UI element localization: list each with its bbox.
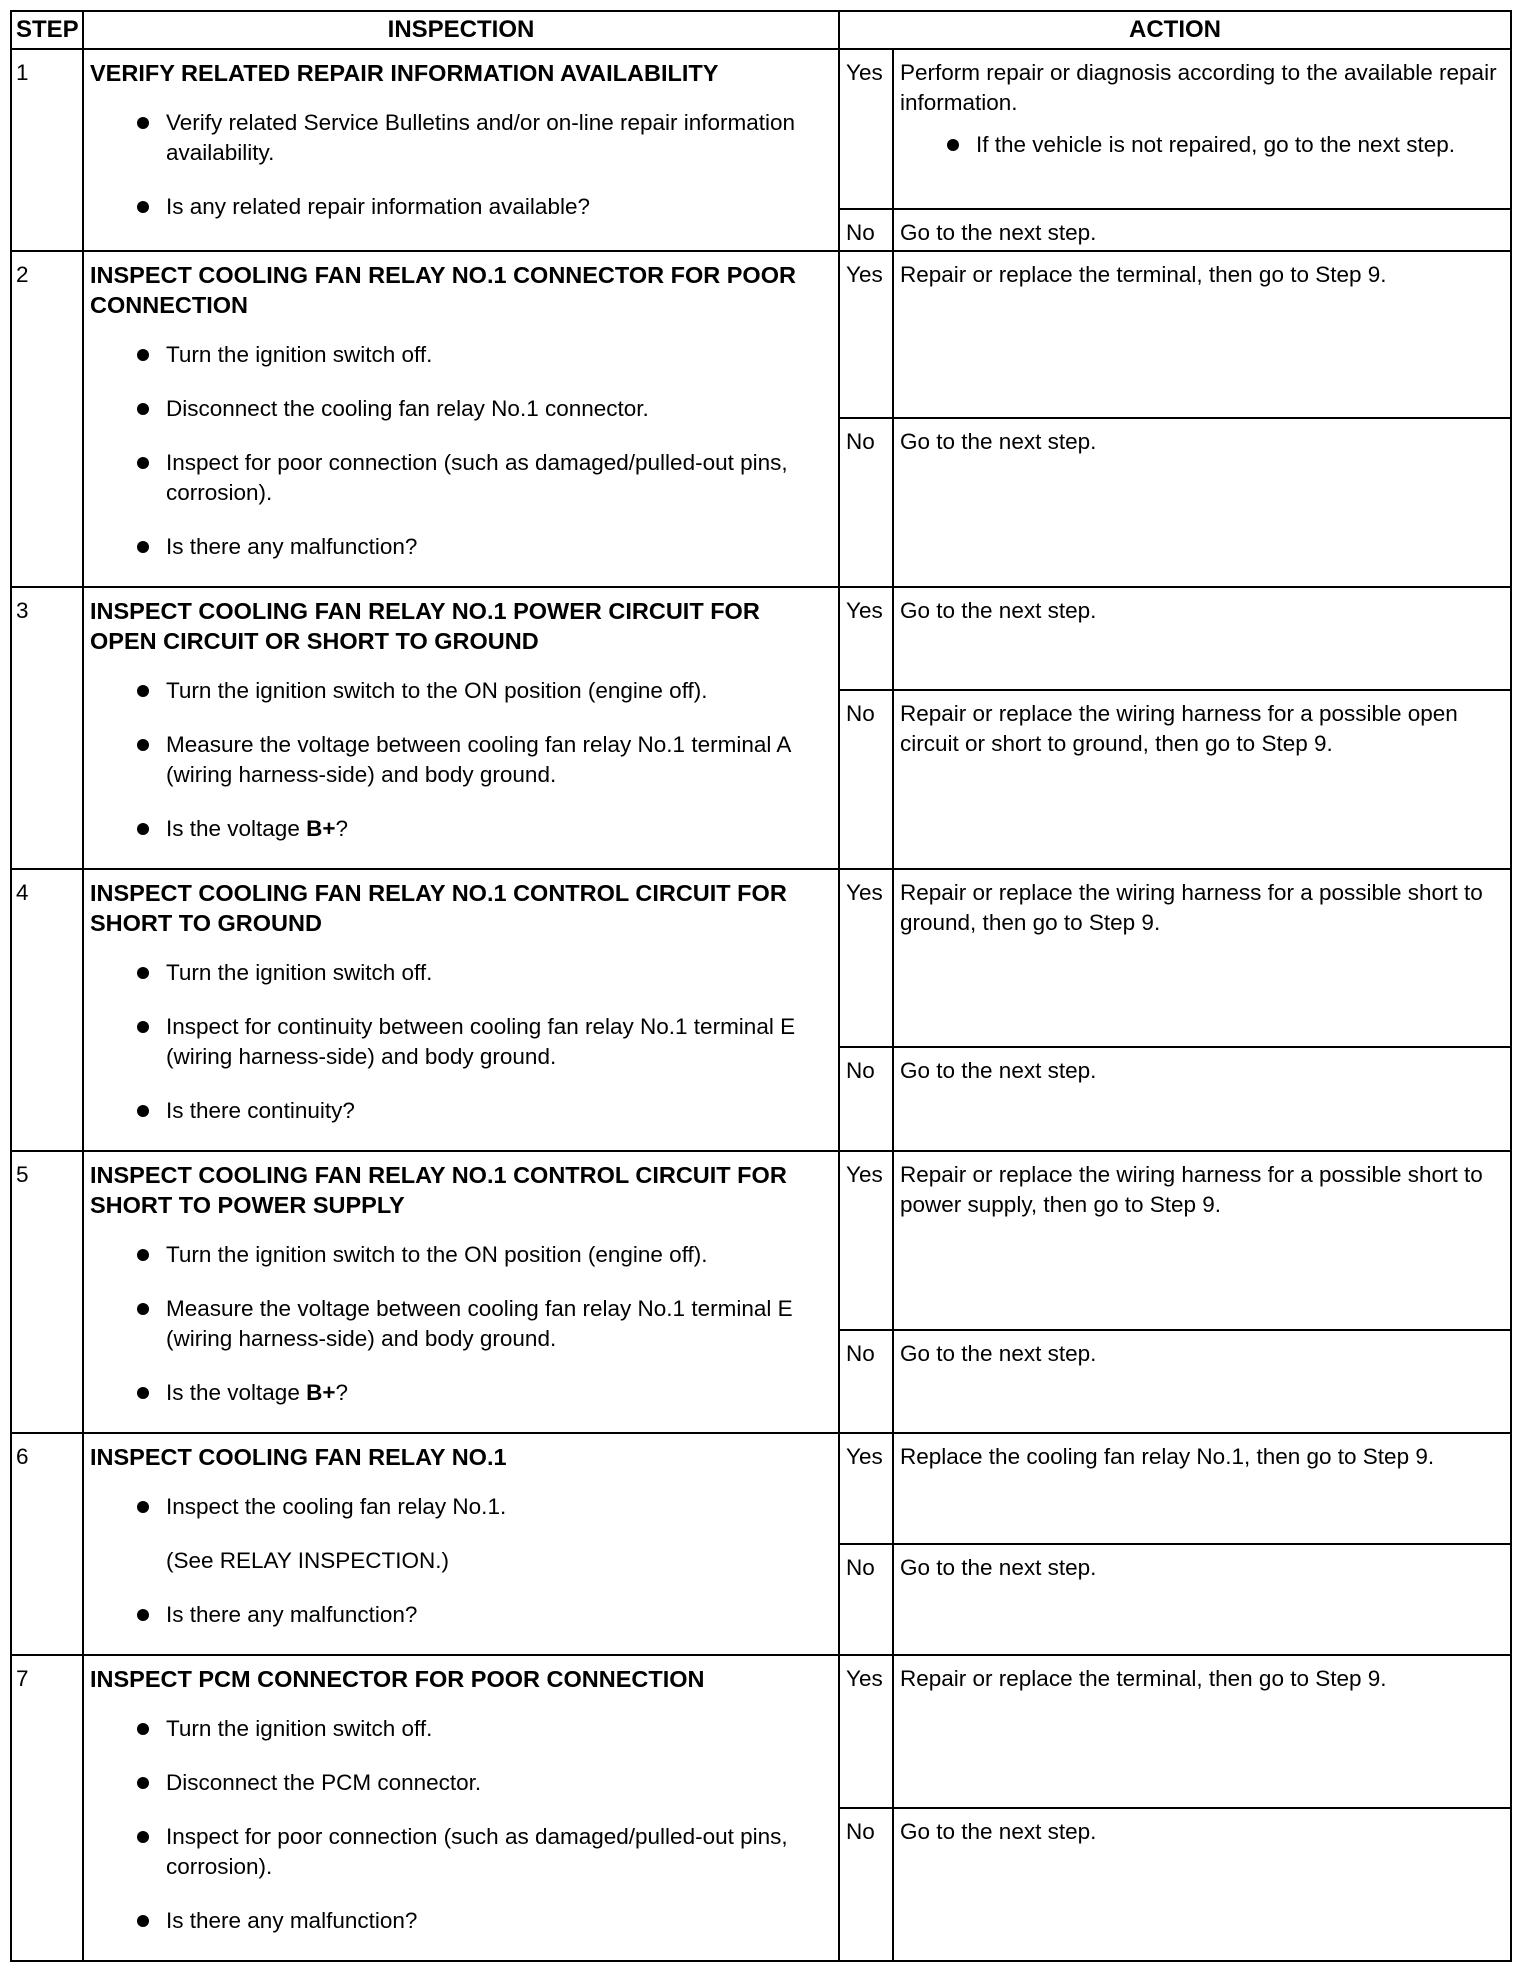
inspection-item: Is there any malfunction? [90,1600,832,1630]
step-2-yes-row [11,251,1511,418]
inspection-item: Is any related repair information available? [90,192,832,222]
inspection-item: Inspect for poor connection (such as damaged/pulled-out pins, corrosion). [90,448,832,508]
question-mark: ? [335,816,348,841]
b-plus: B+ [306,816,336,841]
step-number: 3 [11,587,83,869]
no-label: No [839,209,893,251]
step-7-yes-row [11,1655,1511,1808]
inspection-item: Turn the ignition switch off. [90,340,832,370]
step-title: INSPECT COOLING FAN RELAY NO.1 CONTROL CIRCUIT FOR SHORT TO GROUND [90,880,787,936]
no-label: No [839,418,893,587]
no-action: Go to the next step. [893,1047,1511,1151]
inspection-note: (See RELAY INSPECTION.) [166,1548,449,1573]
no-label: No [839,1544,893,1655]
inspection-header: INSPECTION [83,11,839,49]
step-title: INSPECT COOLING FAN RELAY NO.1 CONNECTOR FOR POOR CONNECTION [90,262,796,318]
question-mark: ? [335,1380,348,1405]
inspection-item: Is there continuity? [90,1096,832,1126]
inspection-item: Turn the ignition switch to the ON position (engine off). [90,676,832,706]
yes-label: Yes [839,587,893,690]
no-label: No [839,690,893,869]
question-text: Is the voltage [166,1380,307,1405]
inspection-item: Measure the voltage between cooling fan relay No.1 terminal E (wiring harness-side) and body ground. [90,1294,832,1354]
yes-label: Yes [839,869,893,1047]
inspection-item: Verify related Service Bulletins and/or on-line repair information availability. [90,108,832,168]
step-title: VERIFY RELATED REPAIR INFORMATION AVAILABILITY [90,60,719,86]
inspection-item: Disconnect the PCM connector. [90,1768,832,1798]
step-number: 6 [11,1433,83,1655]
no-action: Repair or replace the wiring harness for a possible open circuit or short to ground, then go to Step 9. [893,690,1511,869]
inspection-item: Inspect for continuity between cooling fan relay No.1 terminal E (wiring harness-side) and body ground. [90,1012,832,1072]
step-3-yes-row [11,587,1511,690]
yes-action: Repair or replace the wiring harness for a possible short to power supply, then go to Step 9. [893,1151,1511,1330]
yes-action: Repair or replace the wiring harness for a possible short to ground, then go to Step 9. [893,869,1511,1047]
step-inspection [83,587,839,869]
no-action: Go to the next step. [893,1330,1511,1433]
step-number: 2 [11,251,83,587]
step-6-yes-row [11,1433,1511,1544]
inspection-item: Is there any malfunction? [90,1906,832,1936]
yes-action-subitem: If the vehicle is not repaired, go to the next step. [900,130,1504,160]
yes-action: Repair or replace the terminal, then go to Step 9. [893,251,1511,418]
step-title: INSPECT COOLING FAN RELAY NO.1 POWER CIRCUIT FOR OPEN CIRCUIT OR SHORT TO GROUND [90,598,760,654]
no-action: Go to the next step. [893,209,1511,251]
yes-action-text: Perform repair or diagnosis according to the available repair information. [900,60,1497,115]
no-action: Go to the next step. [893,1808,1511,1961]
inspection-item: Turn the ignition switch to the ON position (engine off). [90,1240,832,1270]
step-number: 4 [11,869,83,1151]
no-label: No [839,1047,893,1151]
yes-action: Repair or replace the terminal, then go to Step 9. [893,1655,1511,1808]
inspection-item: Turn the ignition switch off. [90,1714,832,1744]
question-text: Is the voltage [166,816,307,841]
step-5-yes-row [11,1151,1511,1330]
inspection-item: Measure the voltage between cooling fan relay No.1 terminal A (wiring harness-side) and body ground. [90,730,832,790]
yes-label: Yes [839,1433,893,1544]
step-inspection [83,1433,839,1655]
yes-action [893,49,1511,209]
step-title: INSPECT COOLING FAN RELAY NO.1 [90,1444,507,1470]
header-row [11,11,1511,49]
step-1-yes-row [11,49,1511,209]
step-title: INSPECT COOLING FAN RELAY NO.1 CONTROL CIRCUIT FOR SHORT TO POWER SUPPLY [90,1162,787,1218]
inspection-item [90,814,832,844]
yes-action: Go to the next step. [893,587,1511,690]
yes-label: Yes [839,251,893,418]
no-action: Go to the next step. [893,418,1511,587]
step-title: INSPECT PCM CONNECTOR FOR POOR CONNECTION [90,1666,705,1692]
inspection-item: Inspect the cooling fan relay No.1. [90,1492,832,1522]
inspection-item: Is there any malfunction? [90,532,832,562]
step-number: 1 [11,49,83,251]
step-inspection [83,251,839,587]
diagnostic-procedure-table [10,10,1512,1962]
yes-label: Yes [839,1655,893,1808]
step-number: 7 [11,1655,83,1961]
inspection-item: Inspect for poor connection (such as damaged/pulled-out pins, corrosion). [90,1822,832,1882]
no-label: No [839,1330,893,1433]
yes-label: Yes [839,1151,893,1330]
action-header: ACTION [839,11,1511,49]
yes-label: Yes [839,49,893,209]
yes-action: Replace the cooling fan relay No.1, then go to Step 9. [893,1433,1511,1544]
step-inspection [83,869,839,1151]
step-4-yes-row [11,869,1511,1047]
inspection-item: Disconnect the cooling fan relay No.1 connector. [90,394,832,424]
no-action: Go to the next step. [893,1544,1511,1655]
inspection-item [90,1378,832,1408]
step-header: STEP [11,11,83,49]
b-plus: B+ [306,1380,336,1405]
no-label: No [839,1808,893,1961]
inspection-item: Turn the ignition switch off. [90,958,832,988]
step-inspection [83,1151,839,1433]
step-inspection [83,1655,839,1961]
step-inspection [83,49,839,251]
step-number: 5 [11,1151,83,1433]
